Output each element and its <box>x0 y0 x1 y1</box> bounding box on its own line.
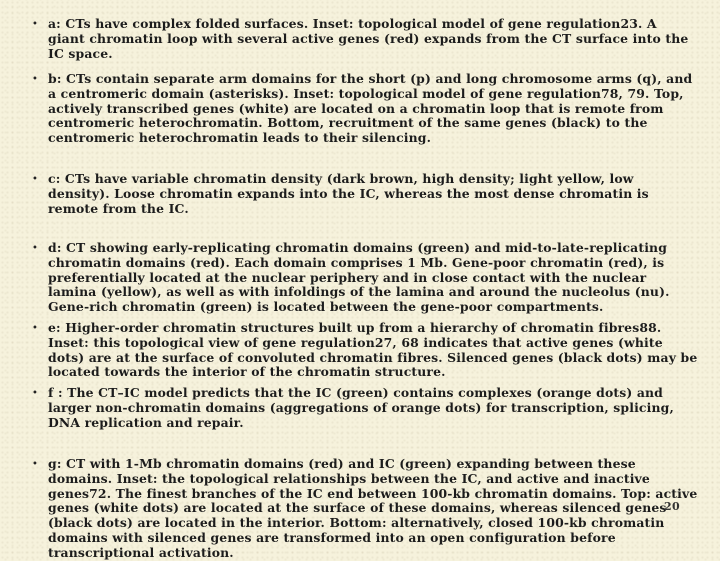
legend-text: CTs have variable chromatin density (dark brown, high density; light yellow, low density). Loose chromatin expands into the IC, whereas the most dense chromatin is remote from the IC. <box>48 171 649 216</box>
bullet-icon: • <box>32 74 39 85</box>
legend-text: CTs have complex folded surfaces. Inset: topological model of gene regulation23. A giant chromatin loop with several active genes (red) expands from the CT surface into the IC space. <box>48 16 689 61</box>
bullet-icon: • <box>32 174 39 185</box>
legend-item-c <box>32 171 698 216</box>
legend-item-a <box>32 16 698 61</box>
legend-text: Higher-order chromatin structures built up from a hierarchy of chromatin fibres88. Inset: this topological view of gene regulation27, 68 indicates that active genes (white dots) are at the surface of convoluted chromatin fibres. Silenced genes (black dots) may be located towards the interior of the chromatin structure. <box>48 320 698 380</box>
legend-item-e <box>32 320 698 380</box>
legend-label: e: <box>48 320 66 335</box>
bullet-icon: • <box>32 459 39 470</box>
legend-item-b <box>32 71 698 146</box>
legend-label: c: <box>48 171 65 186</box>
legend-text: CT with 1-Mb chromatin domains (red) and IC (green) expanding between these domains. Inset: the topological relationships between the IC, and active and inactive genes72. The finest branches of the IC end between 100-kb chromatin domains. Top: active genes (white dots) are located at the surface of these domains, whereas silenced genes (black dots) are located in the interior. Bottom: alternatively, closed 100-kb chromatin domains with silenced genes are transformed into an open configuration before transcriptional activation. <box>48 456 698 560</box>
bullet-icon: • <box>32 388 39 399</box>
legend-label: a: <box>48 16 66 31</box>
legend-item-f <box>32 385 698 430</box>
legend-label: b: <box>48 71 67 86</box>
legend-item-d <box>32 240 698 315</box>
legend-item-g <box>32 456 698 561</box>
legend-label: f : <box>48 385 68 400</box>
page-number: 20 <box>664 500 680 513</box>
legend-label: d: <box>48 240 67 255</box>
legend-text: CTs contain separate arm domains for the short (p) and long chromosome arms (q), and a centromeric domain (asterisks). Inset: topological model of gene regulation78, 79. Top, actively transcribed genes (white) are located on a chromatin loop that is remote from centromeric heterochromatin. Bottom, recruitment of the same genes (black) to the centromeric heterochromatin leads to their silencing. <box>48 71 693 146</box>
bullet-icon: • <box>32 243 39 254</box>
legend-text: The CT–IC model predicts that the IC (green) contains complexes (orange dots) and larger non-chromatin domains (aggregations of orange dots) for transcription, splicing, DNA replication and repair. <box>48 385 674 430</box>
legend-text: CT showing early-replicating chromatin domains (green) and mid-to-late-replicating chromatin domains (red). Each domain comprises 1 Mb. Gene-poor chromatin (red), is preferentially located at the nuclear periphery and in close contact with the nuclear lamina (yellow), as well as with infoldings of the lamina and around the nucleolus (nu). Gene-rich chromatin (green) is located between the gene-poor compartments. <box>48 240 670 315</box>
bullet-icon: • <box>32 19 39 30</box>
bullet-icon: • <box>32 323 39 334</box>
legend-label: g: <box>48 456 67 471</box>
